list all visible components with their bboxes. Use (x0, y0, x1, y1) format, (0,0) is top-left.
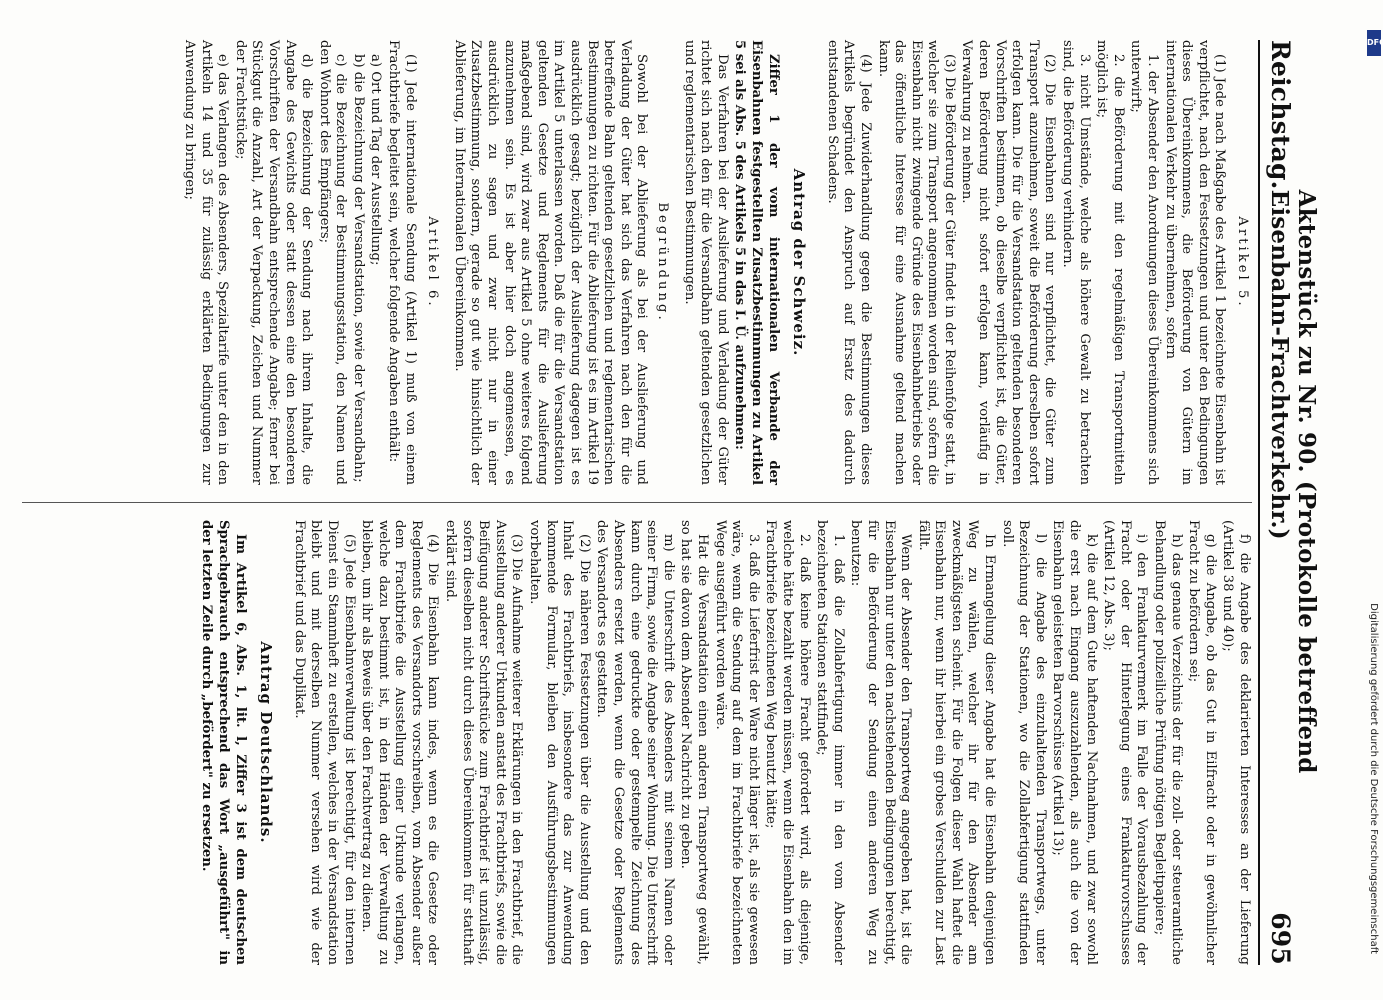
article-6-item-h: h) das genaue Verzeichnis der für die zoll- oder steueramtliche Behandlung oder polizeiliche Prüfung nötigen Begleitpapiere; (1152, 520, 1184, 965)
article-5-item-1: 1. der Absender den Anordnungen dieses Übereinkommens sich unterwirft; (1128, 40, 1161, 485)
antrag-deutschland-text: Im Artikel 6, Abs. 1, lit. l, Ziffer 3 ist dem deutschen Sprachgebrauch entsprechend das Wort „ausgeführt" in der letzten Zeile durch „befördert" zu ersetzen. (199, 520, 248, 965)
article-6-item-d: d) die Bezeichnung der Sendung nach ihrem Inhalte, die Angabe des Gewichts oder statt dessen eine den besonderen Vorschriften der Versandbahn entsprechende Angabe; ferner bei Stückgut die Anzahl, Art der Verpackung, Zeichen und Nummer der Frachtstücke; (232, 40, 315, 485)
article-6-paragraph-5: (5) Jede Eisenbahnverwaltung ist berechtigt, für den internen Dienst ein Stammheft zu erstellen, welches in der Versandstation bleibt und mit derselben Nummer versehen wird wie der Frachtbrief und das Duplikat. (291, 520, 357, 965)
article-6-item-f: f) die Angabe des deklarierten Interesses an der Lieferung (Artikel 38 und 40); (1220, 520, 1252, 965)
paragraph-hat: Hat die Versandstation einen anderen Transportweg gewählt, so hat sie davon dem Absender Nachricht zu geben. (678, 520, 710, 965)
paragraph-ermangelung: In Ermangelung dieser Angabe hat die Eisenbahn denjenigen Weg zu wählen, welcher ihr für den Absender am zweckmäßigsten scheint. Für die Folgen dieser Wahl haftet die Eisenbahn nur, wenn ihr hierbei ein grobes Verschulden zur Last fällt. (915, 520, 998, 965)
condition-3: 3. daß die Lieferfrist der Ware nicht länger ist, als sie gewesen wäre, wenn die Sendung auf dem im Frachtbriefe bezeichneten Wege ausgeführt worden wäre. (712, 520, 761, 965)
condition-1: 1. daß die Zollabfertigung immer in den vom Absender bezeichneten Stationen stattfindet; (814, 520, 846, 965)
article-6-paragraph-1: (1) Jede internationale Sendung (Artikel 1) muß von einem Frachtbriefe begleitet sein, welcher folgende Angaben enthält: (386, 40, 418, 485)
article-6-item-e: e) das Verlangen des Absenders, Spezialtarife unter den in den Artikeln 14 und 35 für zulässig erklärten Bedingungen zur Anwendung zu bringen; (181, 40, 231, 485)
page-header (1258, 40, 1320, 965)
article-6-item-k: k) die auf dem Gute haftenden Nachnahmen, und zwar sowohl die erst nach Eingang auszuzahlenden, als auch die von der Eisenbahn geleisteten Barvorschüsse (Artikel 13); (1050, 520, 1099, 965)
article-6-item-m: m) die Unterschrift des Absenders mit seinem Namen oder seiner Firma, sowie die Angabe seiner Wohnung. Die Unterschrift kann durch eine gedruckte oder gestempelte Zeichnung des Absenders ersetzt werden, wenn die Gesetze oder Reglements des Versandorts es gestatten. (594, 520, 676, 965)
header-title: Aktenstück zu Nr. 90. (Protokolle betreffend Eisenbahn-Frachtverkehr.) (1266, 189, 1320, 774)
article-6-paragraph-2: (2) Die näheren Festsetzungen über die Ausstellung und den Inhalt des Frachtbriefs, insbesondere das zur Anwendung kommende Formular, bleiben den Ausführungsbestimmungen vorbehalten. (527, 520, 592, 965)
dfg-logo: DFG (1367, 30, 1381, 56)
left-column (22, 40, 1252, 485)
begruendung-title: Begründung. (655, 202, 670, 323)
article-6-item-g: g) die Angabe, ob das Gut in Eilfracht oder in gewöhnlicher Fracht zu befördern sei; (1186, 520, 1218, 965)
article-6-item-b: b) die Bezeichnung der Versandstation, sowie der Versandbahn; (350, 54, 366, 483)
ziffer-1-proposal: Ziffer 1 der vom internationalen Verbande der Eisenbahnen festgestellten Zusatzbestimmungen zu Artikel 5 sei als Abs. 5 des Artikels 5 in das I. Ü. aufzunehmen: (732, 40, 781, 485)
paragraph-wenn: Wenn der Absender den Transportweg angegeben hat, ist die Eisenbahn nur unter den nachstehenden Bedingungen berechtigt, für die Beförderung der Sendung einen anderen Weg zu benutzen: (848, 520, 914, 965)
ziffer-1-text: Das Verfahren bei der Auslieferung und Verladung der Güter richtet sich nach den für die Versandbahn geltenden gesetzlichen und reglementarischen Bestimmungen. (681, 40, 730, 485)
article-5-item-3: 3. nicht Umstände, welche als höhere Gewalt zu betrachten sind, die Beförderung verhindern. (1060, 40, 1092, 485)
article-6-paragraph-3: (3) Die Aufnahme weiterer Erklärungen in den Frachtbrief, die Ausstellung anderer Urkunden anstatt des Frachtbriefs, sowie die Beifügung anderer Schriftstücke zum Frachtbrief ist unzulässig, sofern dieselben nicht durch dieses Übereinkommen für statthaft erklärt sind. (443, 520, 525, 965)
digitization-text: Digitalisierung gefördert durch die Deutsche Forschungsgemeinschaft (1368, 603, 1379, 954)
article-6-paragraph-4: (4) Die Eisenbahn kann indes, wenn es die Gesetze oder Reglements des Versandorts vorschreiben, vom Absender außer dem Frachtbriefe die Ausstellung einer Urkunde verlangen, welche dazu bestimmt ist, in den Händen der Verwaltung zu bleiben, um ihr als Beweis über den Frachtvertrag zu dienen. (359, 520, 441, 965)
begruendung-text: Sowohl bei der Ablieferung als bei der Auslieferung und Verladung der Güter hat sich das Verfahren nach den für die betreffende Bahn geltenden gesetzlichen und reglementarischen Bestimmungen zu richten. Für die Ablieferung ist es im Artikel 19 ausdrücklich gesagt; bezüglich der Auslieferung dagegen ist es im Artikel 5 unterlassen worden. Daß die für die Versandstation geltenden Gesetze und Reglements für die Auslieferung maßgebend sind, wird zwar aus Artikel 5 ohne weiteres folgend anzunehmen sein. Es ist aber hier doch angemessen, es ausdrücklich zu sagen und zwar nicht nur in einer Zusatzbestimmung, sondern, gerade so gut wie hinsichtlich der Ablieferung, im Internationalen Übereinkommen. (451, 40, 650, 485)
article-5-paragraph-3: (3) Die Beförderung der Güter findet in der Reihenfolge statt, in welcher sie zum Transport angenommen worden sind, sofern die Eisenbahn nicht zwingende Gründe des Eisenbahnbetriebs oder das öffentliche Interesse für eine Ausnahme geltend machen kann. (875, 40, 957, 485)
heading-antrag-deutschland: Antrag Deutschlands. (257, 641, 276, 844)
article-6-item-i: i) den Frankaturvermerk im Falle der Vorausbezahlung der Fracht oder der Hinterlegung eines Frankaturvorschusses (Artikel 12, Abs. 3); (1101, 520, 1150, 965)
article-5-paragraph-1: (1) Jede nach Maßgabe des Artikel 1 bezeichnete Eisenbahn ist verpflichtet, nach den Festsetzungen und unter den Bedingungen dieses Übereinkommens, die Beförderung von Gütern im internationalen Verkehr zu übernehmen, sofern (1162, 40, 1228, 485)
article-6-title: Artikel 6. (425, 216, 441, 309)
column-divider (22, 502, 1252, 503)
article-5-paragraph-4: (4) Jede Zuwiderhandlung gegen die Bestimmungen dieses Artikels begründet den Anspruch auf Ersatz des dadurch entstandenen Schadens. (824, 40, 873, 485)
header-reichstag: Reichstag. (1266, 40, 1295, 190)
digitization-note (1366, 30, 1386, 970)
heading-antrag-schweiz: Antrag der Schweiz. (790, 168, 809, 357)
condition-2: 2. daß keine höhere Fracht gefordert wird, als diejenige, welche hätte bezahlt werden müssen, wenn die Eisenbahn den im Frachtbriefe bezeichneten Weg benutzt hätte; (763, 520, 812, 965)
article-5-item-2: 2. die Beförderung mit den regelmäßigen Transportmitteln möglich ist; (1094, 40, 1126, 485)
article-5-paragraph-2: (2) Die Eisenbahnen sind nur verpflichtet, die Güter zum Transport anzunehmen, soweit die Beförderung derselben sofort erfolgen kann. Die für die Versandstation geltenden besonderen Vorschriften bestimmen, ob dieselbe verpflichtet ist, die Güter, deren Beförderung nicht sofort erfolgen kann, vorläufig in Verwahrung zu nehmen. (959, 40, 1058, 485)
article-6-item-c: c) die Bezeichnung der Bestimmungsstation, den Namen und den Wohnort des Empfängers; (316, 40, 349, 485)
article-5-title: Artikel 5. (1235, 216, 1250, 309)
page-number: 695 (1266, 912, 1295, 965)
right-column (22, 520, 1252, 965)
article-6-item-a: a) Ort und Tag der Ausstellung; (368, 54, 384, 266)
article-6-item-l: l) die Angabe des einzuhaltenden Transportwegs, unter Bezeichnung der Stationen, wo die Zollabfertigung stattfinden soll. (999, 520, 1048, 965)
